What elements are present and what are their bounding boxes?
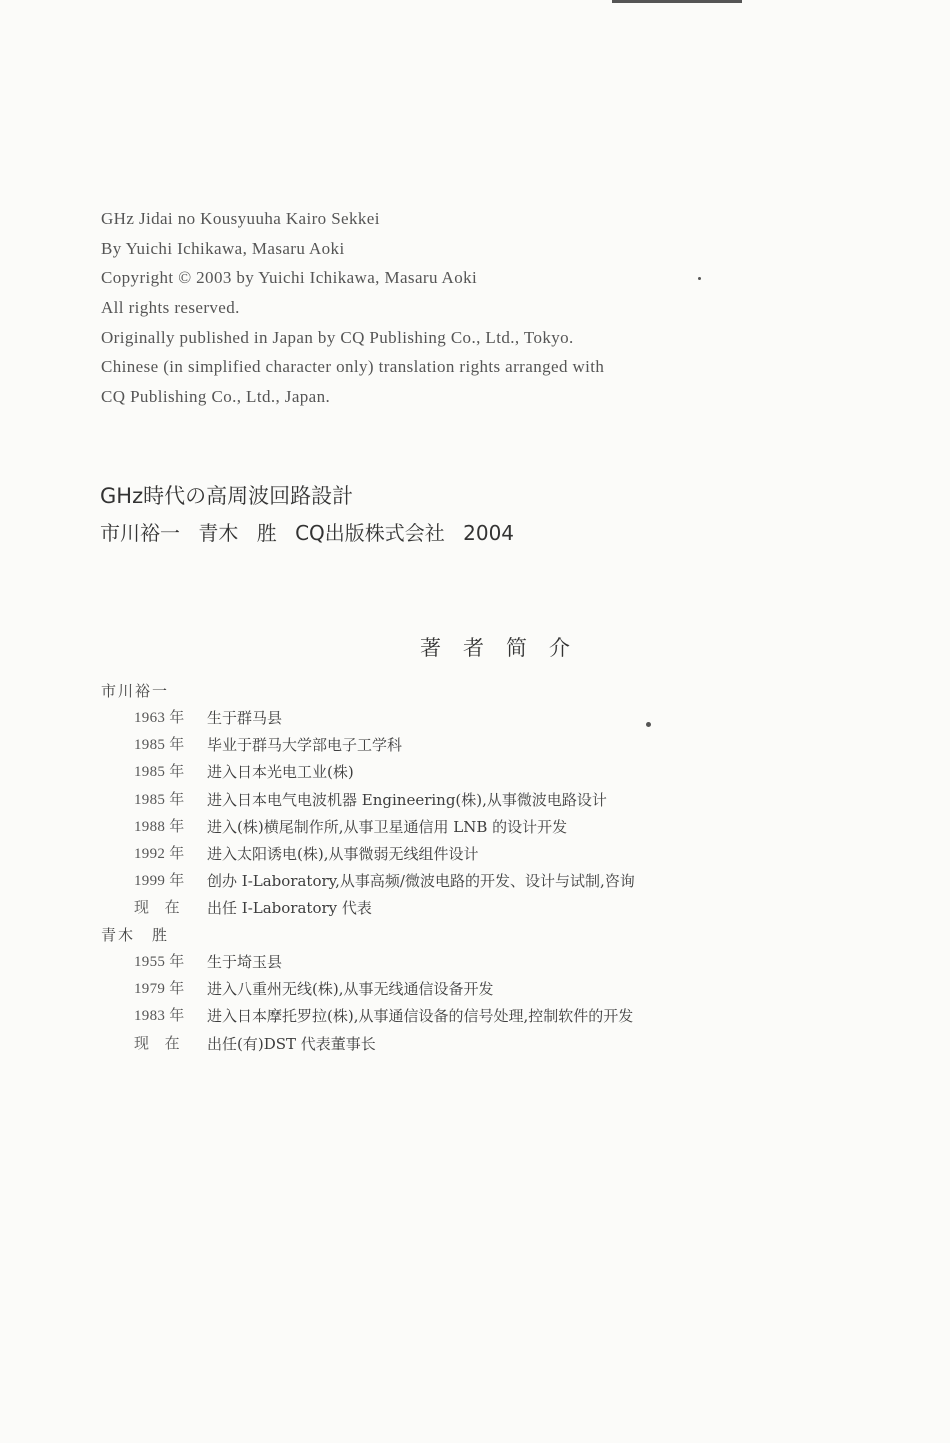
bio-event: 毕业于群马大学部电子工学科	[207, 736, 403, 755]
author-name: 市川裕一	[101, 682, 170, 700]
bio-event: 生于埼玉县	[207, 953, 283, 971]
bio-entry	[101, 814, 635, 841]
bio-entry	[101, 732, 635, 759]
bio-event: 出任(有)DST 代表董事长	[207, 1034, 376, 1053]
bio-entry	[101, 976, 633, 1003]
section-title: 著者简介	[420, 636, 592, 660]
bio-year: 1988 年	[134, 818, 185, 835]
original-title-romanized: GHz Jidai no Kousyuuha Kairo Sekkei	[101, 209, 380, 228]
bio-event: 进入太阳诱电(株),从事微弱无线组件设计	[207, 844, 479, 863]
top-edge-rule	[612, 0, 742, 3]
bio-entry	[101, 1031, 633, 1058]
bio-year: 1979 年	[134, 981, 185, 998]
bio-year: 1985 年	[134, 737, 185, 754]
bio-event: 创办 I-Laboratory,从事高频/微波电路的开发、设计与试制,咨询	[207, 872, 635, 891]
bio-entry	[101, 868, 635, 895]
scan-speck	[646, 722, 651, 727]
scan-speck	[698, 277, 701, 280]
bio-entry	[101, 841, 635, 868]
publisher-country-line: CQ Publishing Co., Ltd., Japan.	[101, 387, 331, 407]
bio-year: 1955 年	[134, 954, 185, 970]
bio-year: 1999 年	[134, 873, 185, 890]
bio-year: 现 在	[134, 1035, 180, 1052]
bio-year: 1992 年	[134, 845, 185, 862]
bio-event: 进入八重州无线(株),从事无线通信设备开发	[207, 980, 494, 999]
bio-event: 进入(株)横尾制作所,从事卫星通信用 LNB 的设计开发	[207, 817, 568, 836]
bio-entry	[101, 1003, 633, 1030]
bio-year: 现 在	[134, 900, 180, 917]
bio-year: 1983 年	[134, 1008, 185, 1025]
bio-entry	[101, 705, 635, 732]
japanese-credit: 市川裕一 青木 胜 CQ出版株式会社 2004	[100, 521, 515, 545]
bio-event: 出任 I-Laboratory 代表	[207, 899, 372, 918]
bio-entry	[101, 949, 633, 976]
copyright-line: Copyright © 2003 by Yuichi Ichikawa, Masaru Aoki	[101, 268, 478, 288]
bio-event: 进入日本摩托罗拉(株),从事通信设备的信号处理,控制软件的开发	[207, 1007, 634, 1026]
bio-year: 1985 年	[134, 791, 185, 808]
bio-event: 进入日本电气电波机器 Engineering(株),从事微波电路设计	[207, 790, 607, 809]
bio-year: 1985 年	[134, 764, 185, 781]
bio-event: 进入日本光电工业(株)	[207, 763, 354, 782]
translation-rights-line: Chinese (in simplified character only) translation rights arranged with	[101, 357, 605, 377]
rights-reserved-line: All rights reserved.	[101, 298, 240, 318]
original-publisher-line: Originally published in Japan by CQ Publishing Co., Ltd., Tokyo.	[101, 327, 574, 347]
bio-entry	[101, 895, 635, 922]
author-line: By Yuichi Ichikawa, Masaru Aoki	[101, 238, 345, 258]
author-bio-aoki	[101, 921, 633, 1058]
author-bio-ichikawa	[101, 677, 635, 923]
copyright-block	[101, 204, 604, 412]
bio-entry	[101, 759, 635, 786]
author-name: 青木 胜	[101, 926, 170, 944]
bio-event: 生于群马县	[207, 709, 283, 727]
japanese-title: GHz時代の高周波回路設計	[100, 484, 354, 508]
bio-year: 1963 年	[134, 710, 185, 726]
bio-entry	[101, 787, 635, 814]
